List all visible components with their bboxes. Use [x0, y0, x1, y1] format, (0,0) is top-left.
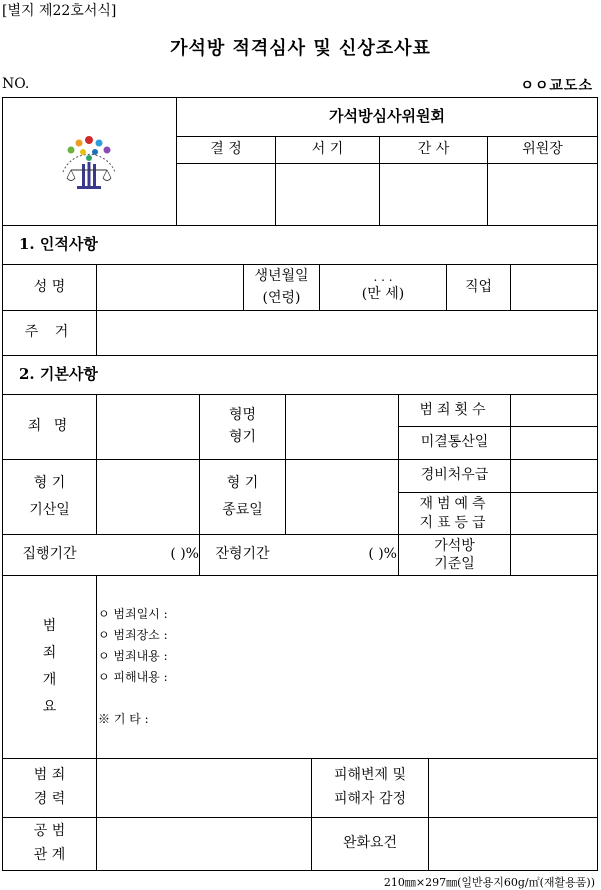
parole-base-date-line2: 기준일 — [434, 556, 475, 572]
crime-summary-list — [98, 604, 168, 730]
institution-name: ㅇㅇ교도소 — [520, 78, 593, 94]
mitigation-label: 완화요건 — [342, 835, 398, 852]
ministry-of-justice-emblem-icon — [49, 128, 129, 198]
crime-summary-char-2: 죄 — [42, 645, 57, 661]
document-number-label: NO. — [2, 76, 30, 92]
recidivism-index-label — [399, 493, 510, 534]
crime-summary-char-1: 범 — [42, 618, 57, 634]
name-label: 성 명 — [33, 278, 66, 295]
start-date-label — [3, 460, 96, 534]
custody-grade-label: 경비처우급 — [420, 467, 489, 484]
crime-count-label: 범죄횟수 — [419, 401, 490, 418]
recidivism-index-line1: 재범예측 — [419, 495, 490, 512]
start-date-label-line1: 형 기 — [33, 475, 66, 492]
birth-label — [244, 265, 319, 310]
damage-content-item: ㅇ 피해내용 : — [98, 670, 168, 684]
start-date-label-line2: 기산일 — [29, 502, 70, 518]
sentence-type-label: 형명 — [228, 407, 257, 424]
section-basic-info-heading: 2. 기본사항 — [19, 365, 98, 384]
accomplice-label — [3, 818, 96, 870]
victim-compensation-line2: 피해자 감정 — [333, 791, 407, 807]
victim-compensation-line1: 피해변제 및 — [333, 767, 407, 784]
address-label: 주 거 — [24, 324, 75, 341]
crime-summary-char-3: 개 — [42, 672, 57, 688]
served-period-percent: ( )% — [170, 546, 199, 563]
remaining-period-percent: ( )% — [368, 546, 397, 563]
crime-summary-char-4: 요 — [42, 699, 57, 715]
form-number: [별지 제22호서식] — [2, 3, 117, 19]
sentence-label — [200, 395, 285, 459]
approval-secretary-label: 간 사 — [417, 141, 450, 158]
end-date-label — [200, 460, 285, 534]
birth-date-placeholder: . . . — [373, 269, 393, 284]
parole-base-date-line1: 가석방 — [434, 537, 475, 554]
criminal-record-line1: 범 죄 — [33, 767, 66, 784]
birth-label-line1: 생년월일 — [254, 267, 309, 284]
approval-clerk-label: 서 기 — [311, 141, 344, 158]
criminal-record-label — [3, 759, 96, 817]
other-item: ※ 기 타 : — [98, 712, 149, 726]
page-title: 가석방 적격심사 및 신상조사표 — [170, 38, 431, 59]
unpaid-days-label: 미결통산일 — [420, 434, 489, 451]
form-table — [2, 97, 598, 871]
recidivism-index-line2: 지표등급 — [419, 514, 490, 531]
committee-title: 가석방심사위원회 — [329, 107, 445, 126]
victim-compensation-label — [312, 759, 428, 817]
parole-base-date-label — [399, 535, 510, 575]
crime-label: 죄 명 — [27, 418, 72, 435]
approval-chairman-label: 위원장 — [522, 141, 563, 158]
sentence-term-label: 형기 — [228, 429, 257, 445]
served-period-label: 집행기간 — [22, 546, 77, 563]
age-placeholder: (만 세) — [361, 285, 405, 302]
end-date-label-line1: 형 기 — [226, 475, 259, 492]
crime-content-item: ㅇ 범죄내용 : — [98, 649, 168, 663]
end-date-label-line2: 종료일 — [222, 502, 263, 518]
birth-value — [320, 265, 446, 310]
crime-datetime-item: ㅇ 범죄일시 : — [98, 607, 168, 621]
criminal-record-line2: 경 력 — [33, 791, 66, 807]
birth-label-line2: (연령) — [262, 289, 301, 306]
paper-spec: 210㎜×297㎜(일반용지60g/㎡(재활용품)) — [383, 876, 595, 889]
section-personal-info-heading: 1. 인적사항 — [19, 235, 98, 254]
crime-place-item: ㅇ 범죄장소 : — [98, 628, 168, 642]
crime-summary-label — [3, 576, 96, 758]
approval-decision-label: 결 정 — [210, 141, 242, 158]
job-label: 직업 — [464, 278, 493, 295]
remaining-period-label: 잔형기간 — [215, 546, 270, 563]
accomplice-line2: 관 계 — [33, 847, 66, 863]
accomplice-line1: 공 범 — [33, 823, 66, 840]
